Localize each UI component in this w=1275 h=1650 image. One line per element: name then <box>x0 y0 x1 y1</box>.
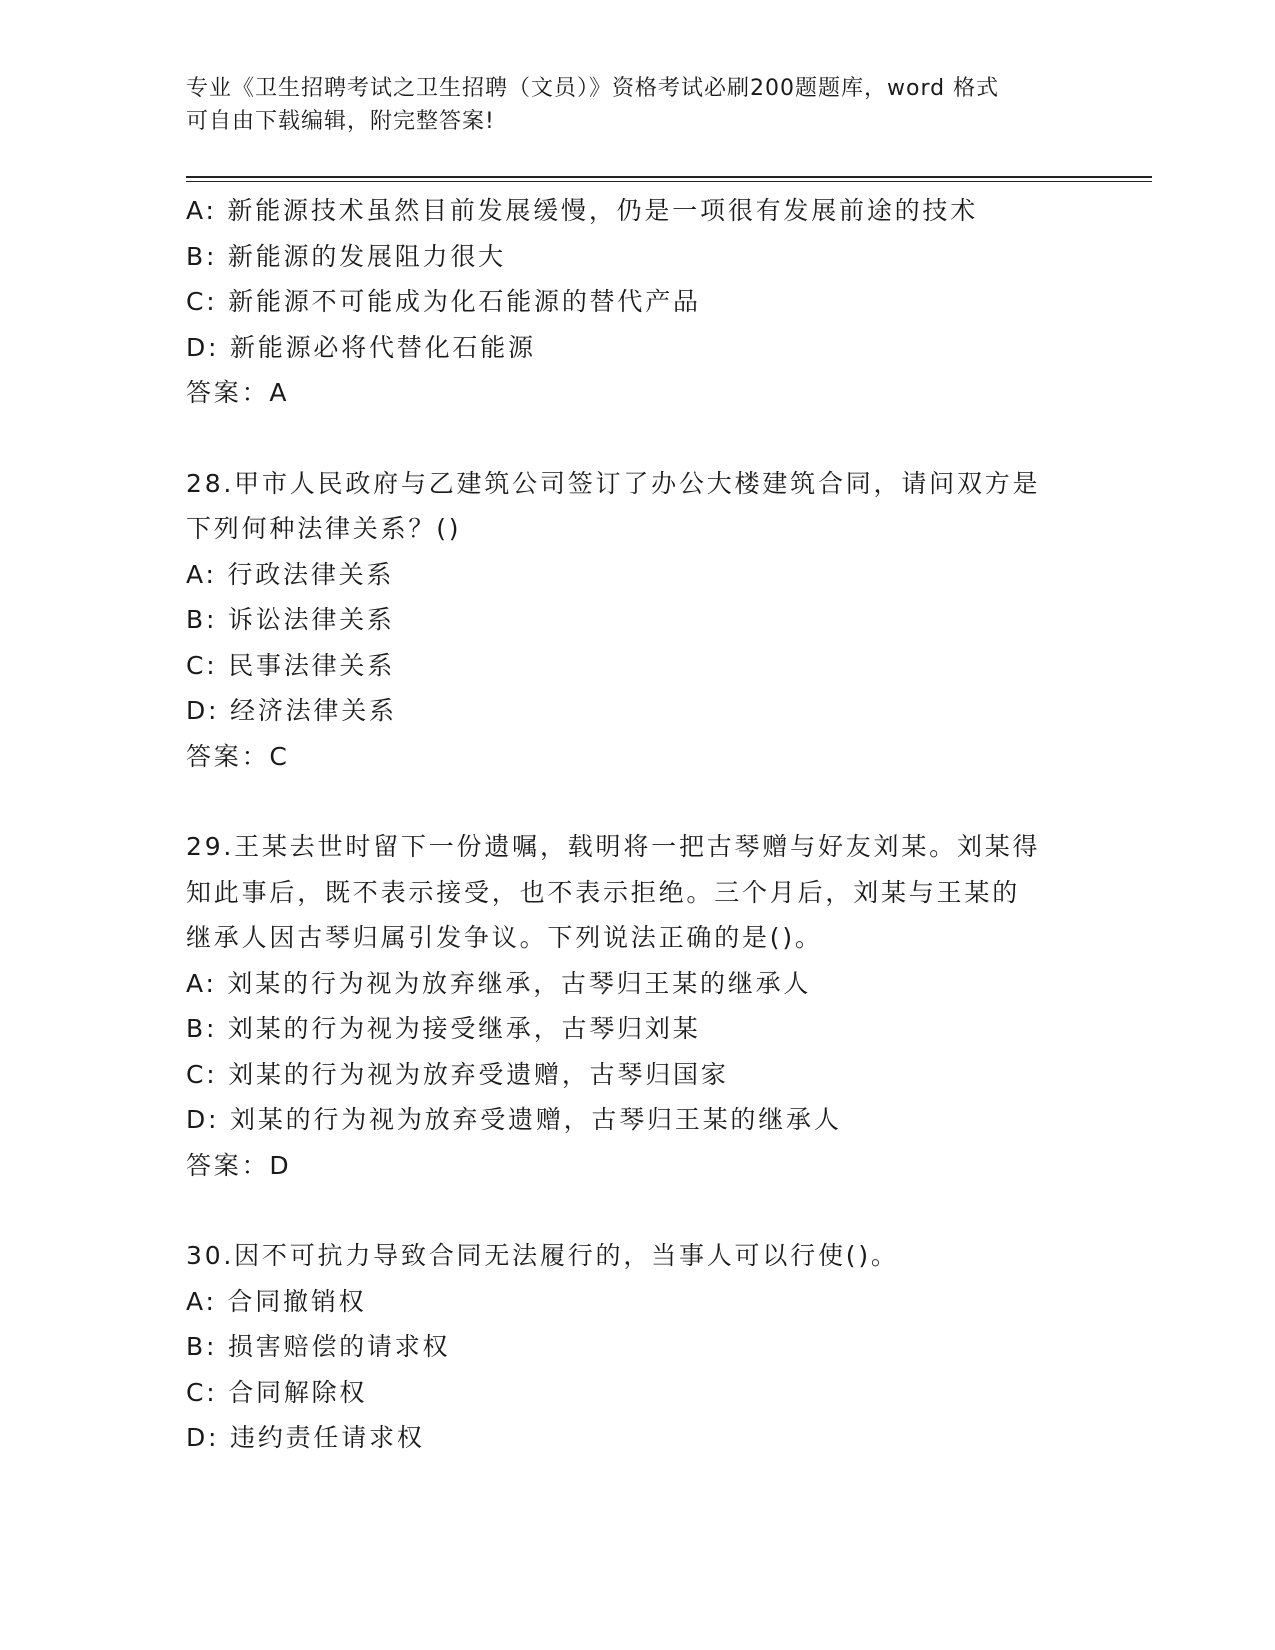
question-28 <box>186 461 1086 780</box>
option-c: C: 新能源不可能成为化石能源的替代产品 <box>186 287 701 316</box>
question-text: 28.甲市人民政府与乙建筑公司签订了办公大楼建筑合同，请问双方是 <box>186 468 1041 498</box>
answer-line: 答案：C <box>186 741 290 771</box>
option-a: A: 新能源技术虽然目前发展缓慢，仍是一项很有发展前途的技术 <box>186 196 979 225</box>
option-c: C: 民事法律关系 <box>186 650 396 680</box>
question-30 <box>186 1233 1086 1461</box>
question-text: 知此事后，既不表示接受，也不表示拒绝。三个月后，刘某与王某的 <box>186 877 1021 907</box>
answer-line: 答案：A <box>186 378 290 407</box>
question-text: 下列何种法律关系？() <box>186 514 462 543</box>
option-a: A: 合同撤销权 <box>186 1286 367 1316</box>
question-text: 30.因不可抗力导致合同无法履行的，当事人可以行使()。 <box>186 1241 899 1270</box>
option-c: C: 合同解除权 <box>186 1377 368 1407</box>
option-b: B: 损害赔偿的请求权 <box>186 1332 451 1361</box>
question-29 <box>186 824 1086 1188</box>
question-list <box>186 188 1086 1461</box>
header-line: 专业《卫生招聘考试之卫生招聘（文员）》资格考试必刷200题题库，word 格式 <box>186 76 1000 101</box>
document-header <box>186 72 1066 138</box>
option-a: A: 行政法律关系 <box>186 559 395 589</box>
header-line: 可自由下载编辑，附完整答案! <box>186 109 495 134</box>
option-b: B: 刘某的行为视为接受继承，古琴归刘某 <box>186 1014 701 1043</box>
option-d: D: 新能源必将代替化石能源 <box>186 332 536 362</box>
prev-question-block <box>186 188 1086 416</box>
question-text: 29.王某去世时留下一份遗嘱，载明将一把古琴赠与好友刘某。刘某得 <box>186 832 1041 861</box>
header-divider <box>186 176 1152 178</box>
option-d: D: 违约责任请求权 <box>186 1423 425 1452</box>
answer-line: 答案：D <box>186 1150 292 1180</box>
header-divider-thin <box>186 181 1152 182</box>
option-b: B: 诉讼法律关系 <box>186 605 395 634</box>
option-d: D: 刘某的行为视为放弃受遗赠，古琴归王某的继承人 <box>186 1105 842 1134</box>
question-text: 继承人因古琴归属引发争议。下列说法正确的是()。 <box>186 923 823 952</box>
option-c: C: 刘某的行为视为放弃受遗赠，古琴归国家 <box>186 1059 729 1089</box>
option-b: B: 新能源的发展阻力很大 <box>186 241 506 271</box>
option-a: A: 刘某的行为视为放弃继承，古琴归王某的继承人 <box>186 968 812 998</box>
option-d: D: 经济法律关系 <box>186 696 397 725</box>
